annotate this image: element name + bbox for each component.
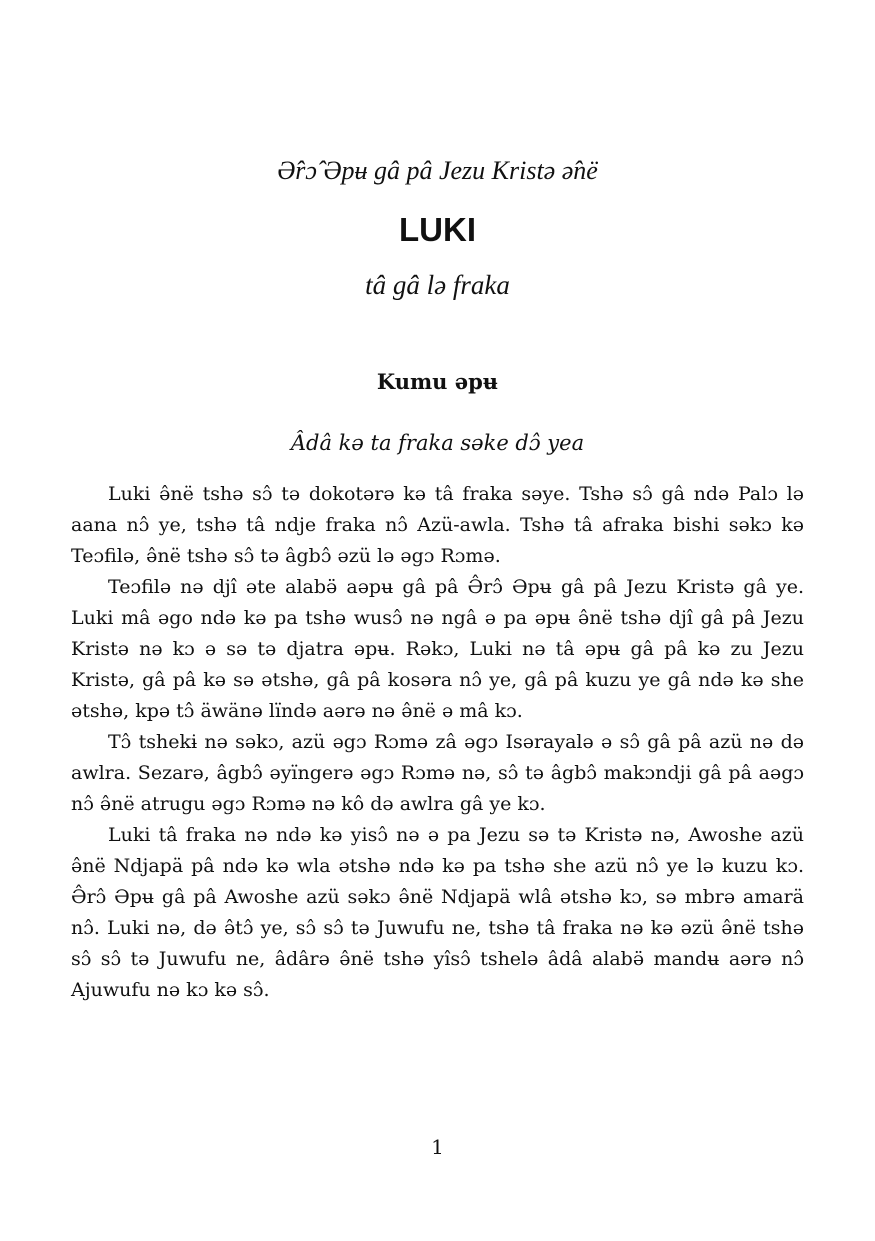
paragraph-2: Teɔfilə nə djî əte alabə̈ aəpʉ gâ pâ Ə̂rɔ̂ Əpʉ gâ pâ Jezu Kristə gâ ye. Luki mâ əgo ndə kə pa tshə wusɔ̂ nə ngâ ə pa əpʉ ə̂në tshə djî gâ pâ Jezu Kristə nə kɔ ə sə tə djatra əpʉ. Rəkɔ, Luki nə tâ əpʉ gâ pâ kə zu Jezu Kristə, gâ pâ kə sə ətshə, gâ pâ kosəra nɔ̂ ye, gâ pâ kuzu ye gâ ndə kə she ətshə, kpə tɔ̂ äwänə lïndə aərə nə ə̂në ə mâ kɔ. [71,576,804,722]
section-subheading: Âdâ kə ta fraka səke dɔ̂ yea [290,431,585,455]
paragraph-3: Tɔ̂ tshekɨ nə səkɔ, azü əgɔ Rɔmə zâ əgɔ Isərayalə ə sɔ̂ gâ pâ azü nə də awlra. Sezarə, âgbɔ̂ əyïngerə əgɔ Rɔmə nə, sɔ̂ tə âgbɔ̂ makɔndji gâ pâ aəgɔ nɔ̂ ə̂në atrugu əgɔ Rɔmə nə kô də awlra gâ ye kɔ. [71,731,804,815]
book-pre-title: Ə̂rɔ̂ Əpʉ gâ pâ Jezu Kristə ə̂në [277,156,598,185]
paragraph-4: Luki tâ fraka nə ndə kə yisɔ̂ nə ə pa Jezu sə tə Kristə nə, Awoshe azü ə̂në Ndjapä pâ ndə kə wla ətshə ndə kə pa tshə she azü nɔ̂ ye lə kuzu kɔ. Ə̂rɔ̂ Əpʉ gâ pâ Awoshe azü səkɔ ə̂në Ndjapä wlâ ətshə kɔ, sə mbrə amarä nɔ̂. Luki nə, də ə̂tɔ̂ ye, sɔ̂ sɔ̂ tə Juwufu ne, tshə tâ fraka nə kə əzü ə̂në tshə sɔ̂ sɔ̂ tə Juwufu ne, âdârə ə̂në tshə yîsɔ̂ tshelə âdâ alabə̈ mandʉ aərə nɔ̂ Ajuwufu nə kɔ kə sɔ̂. [71,824,804,1001]
body-text [71,479,804,1006]
page-number: 1 [431,1135,444,1159]
paragraph-1: Luki ə̂në tshə sɔ̂ tə dokotərə kə tâ fraka səye. Tshə sɔ̂ gâ ndə Palɔ lə aana nɔ̂ ye, tshə tâ ndje fraka nɔ̂ Azü-awla. Tshə tâ afraka bishi səkɔ kə Teɔfilə, ə̂në tshə sɔ̂ tə âgbɔ̂ əzü lə əgɔ Rɔmə. [71,483,804,567]
book-sub-title: tâ gâ lə fraka [365,270,510,300]
book-title: LUKI [399,211,476,248]
section-heading: Kumu əpʉ [376,369,499,394]
